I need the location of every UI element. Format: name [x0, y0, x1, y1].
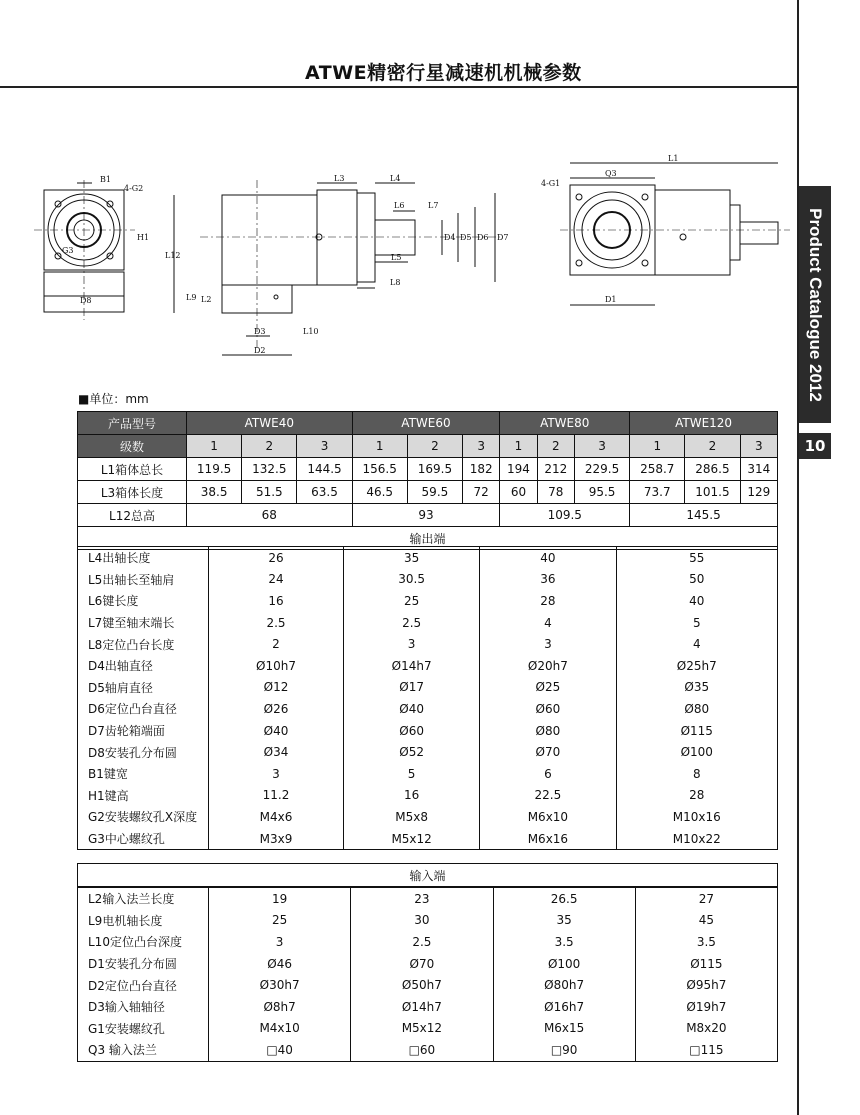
output-row — [78, 655, 778, 677]
dim-label: D3 — [254, 327, 266, 336]
param-name: L2输入法兰长度 — [78, 888, 209, 910]
page-title: ATWE精密行星减速机机械参数 — [305, 62, 582, 84]
dim-label: L10 — [303, 327, 319, 336]
param-value: Ø25 — [480, 677, 616, 699]
param-value: Ø40 — [209, 720, 344, 742]
param-value: Ø10h7 — [209, 655, 344, 677]
model-row — [78, 412, 778, 435]
l3-cell: 95.5 — [574, 481, 629, 504]
param-value: 26 — [209, 547, 344, 569]
param-value: □115 — [635, 1039, 777, 1061]
stage-row — [78, 435, 778, 458]
param-value: M4x6 — [209, 806, 344, 828]
l3-cell: 60 — [500, 481, 537, 504]
param-name: L5出轴长至轴肩 — [78, 569, 209, 591]
param-name: D1安装孔分布圆 — [78, 953, 209, 975]
input-row — [78, 996, 778, 1018]
param-name: D5轴肩直径 — [78, 677, 209, 699]
dim-label: L3 — [334, 174, 345, 183]
stage-label: 级数 — [78, 435, 187, 458]
dim-label: L1 — [668, 154, 679, 163]
output-row — [78, 720, 778, 742]
param-value: 55 — [616, 547, 777, 569]
dim-label: 4-G1 — [541, 179, 561, 188]
param-value: Ø60 — [480, 698, 616, 720]
param-name: L10定位凸台深度 — [78, 931, 209, 953]
dim-label: D8 — [80, 296, 92, 305]
output-row — [78, 698, 778, 720]
dim-label: D6 — [477, 233, 489, 242]
param-value: Ø52 — [343, 741, 479, 763]
stage-cell: 3 — [574, 435, 629, 458]
param-value: □90 — [493, 1039, 635, 1061]
dim-label: B1 — [100, 175, 111, 184]
param-value: Ø14h7 — [351, 996, 493, 1018]
output-row — [78, 677, 778, 699]
dim-label: H1 — [137, 233, 150, 242]
model-cell: ATWE60 — [352, 412, 500, 435]
param-value: 2 — [209, 633, 344, 655]
param-value: Ø70 — [351, 953, 493, 975]
dim-label: D1 — [605, 295, 617, 304]
param-value: 30.5 — [343, 569, 479, 591]
param-value: Ø70 — [480, 741, 616, 763]
param-value: Ø34 — [209, 741, 344, 763]
param-value: Ø100 — [616, 741, 777, 763]
param-name: G1安装螺纹孔 — [78, 1018, 209, 1040]
param-name: H1键高 — [78, 785, 209, 807]
param-value: M3x9 — [209, 828, 344, 850]
l1-cell: 258.7 — [630, 458, 685, 481]
output-row — [78, 612, 778, 634]
param-value: 2.5 — [351, 931, 493, 953]
l1-cell: 144.5 — [297, 458, 352, 481]
input-row — [78, 888, 778, 910]
param-value: Ø40 — [343, 698, 479, 720]
input-row — [78, 1018, 778, 1040]
dim-label: D4 — [444, 233, 456, 242]
l3-row — [78, 481, 778, 504]
l1-label: L1箱体总长 — [78, 458, 187, 481]
param-value: 36 — [480, 569, 616, 591]
param-name: B1键宽 — [78, 763, 209, 785]
output-row — [78, 590, 778, 612]
l1-cell: 169.5 — [407, 458, 462, 481]
dim-label: L7 — [428, 201, 439, 210]
param-value: M6x10 — [480, 806, 616, 828]
stage-cell: 2 — [407, 435, 462, 458]
l12-cell: 93 — [352, 504, 500, 527]
param-value: M6x16 — [480, 828, 616, 850]
param-value: 3 — [480, 633, 616, 655]
param-value: 40 — [616, 590, 777, 612]
param-value: 45 — [635, 910, 777, 932]
param-name: L8定位凸台长度 — [78, 633, 209, 655]
stage-cell: 1 — [352, 435, 407, 458]
param-value: 26.5 — [493, 888, 635, 910]
side-tab — [799, 186, 831, 423]
param-value: 30 — [351, 910, 493, 932]
param-value: Ø25h7 — [616, 655, 777, 677]
model-cell: ATWE80 — [500, 412, 630, 435]
stage-cell: 3 — [740, 435, 777, 458]
param-value: 22.5 — [480, 785, 616, 807]
param-name: L7键至轴末端长 — [78, 612, 209, 634]
l1-cell: 286.5 — [685, 458, 740, 481]
param-value: 5 — [343, 763, 479, 785]
param-value: 5 — [616, 612, 777, 634]
l1-cell: 314 — [740, 458, 777, 481]
param-value: 3.5 — [635, 931, 777, 953]
output-table — [77, 546, 778, 850]
param-value: Ø12 — [209, 677, 344, 699]
l1-cell: 229.5 — [574, 458, 629, 481]
dim-label: L2 — [201, 295, 212, 304]
param-value: Ø80h7 — [493, 974, 635, 996]
model-cell: ATWE40 — [187, 412, 353, 435]
param-value: 24 — [209, 569, 344, 591]
input-row — [78, 974, 778, 996]
param-value: 19 — [209, 888, 351, 910]
param-value: 4 — [616, 633, 777, 655]
param-value: □40 — [209, 1039, 351, 1061]
param-value: 27 — [635, 888, 777, 910]
l12-label: L12总高 — [78, 504, 187, 527]
l3-label: L3箱体长度 — [78, 481, 187, 504]
model-cell: ATWE120 — [630, 412, 778, 435]
param-value: 4 — [480, 612, 616, 634]
output-section-title: 输出端 — [78, 527, 778, 550]
param-value: Ø20h7 — [480, 655, 616, 677]
stage-cell: 3 — [297, 435, 352, 458]
param-value: 3 — [209, 931, 351, 953]
param-value: M10x22 — [616, 828, 777, 850]
output-row — [78, 763, 778, 785]
param-value: □60 — [351, 1039, 493, 1061]
unit-label: ■单位：mm — [78, 392, 149, 406]
param-name: D8安装孔分布圆 — [78, 741, 209, 763]
model-label: 产品型号 — [78, 412, 187, 435]
param-value: 8 — [616, 763, 777, 785]
stage-cell: 1 — [187, 435, 242, 458]
stage-cell: 2 — [537, 435, 574, 458]
param-value: Ø8h7 — [209, 996, 351, 1018]
param-value: 40 — [480, 547, 616, 569]
param-value: Ø115 — [635, 953, 777, 975]
l1-row — [78, 458, 778, 481]
stage-cell: 1 — [500, 435, 537, 458]
page-number: 10 — [799, 433, 831, 459]
l3-cell: 59.5 — [407, 481, 462, 504]
param-name: Q3 输入法兰 — [78, 1039, 209, 1061]
param-value: Ø14h7 — [343, 655, 479, 677]
param-value: Ø35 — [616, 677, 777, 699]
input-row — [78, 910, 778, 932]
output-row — [78, 828, 778, 850]
param-value: Ø19h7 — [635, 996, 777, 1018]
param-name: D7齿轮箱端面 — [78, 720, 209, 742]
l3-cell: 73.7 — [630, 481, 685, 504]
input-section-title: 输入端 — [78, 864, 778, 887]
l1-cell: 182 — [463, 458, 500, 481]
param-name: D4出轴直径 — [78, 655, 209, 677]
param-value: M4x10 — [209, 1018, 351, 1040]
param-value: 6 — [480, 763, 616, 785]
param-value: 16 — [209, 590, 344, 612]
output-row — [78, 785, 778, 807]
spec-table-header — [77, 411, 778, 550]
stage-cell: 3 — [463, 435, 500, 458]
param-value: Ø80 — [480, 720, 616, 742]
dim-label: 4-G2 — [124, 184, 144, 193]
param-value: 25 — [343, 590, 479, 612]
output-row — [78, 569, 778, 591]
output-row — [78, 633, 778, 655]
l12-cell: 68 — [187, 504, 353, 527]
param-name: L6键长度 — [78, 590, 209, 612]
stage-cell: 1 — [630, 435, 685, 458]
param-value: 35 — [343, 547, 479, 569]
param-value: 2.5 — [343, 612, 479, 634]
param-value: M5x12 — [343, 828, 479, 850]
l3-cell: 63.5 — [297, 481, 352, 504]
l3-cell: 51.5 — [242, 481, 297, 504]
param-value: Ø16h7 — [493, 996, 635, 1018]
param-value: M5x12 — [351, 1018, 493, 1040]
input-row — [78, 953, 778, 975]
output-row — [78, 806, 778, 828]
dim-label: L8 — [390, 278, 401, 287]
input-row — [78, 1039, 778, 1061]
l12-row — [78, 504, 778, 527]
dim-label: L6 — [394, 201, 405, 210]
technical-drawing — [0, 0, 800, 380]
input-section-table — [77, 863, 778, 887]
param-name: D3输入轴轴径 — [78, 996, 209, 1018]
param-value: 16 — [343, 785, 479, 807]
param-value: 3 — [343, 633, 479, 655]
l1-cell: 194 — [500, 458, 537, 481]
l3-cell: 72 — [463, 481, 500, 504]
param-value: 35 — [493, 910, 635, 932]
stage-cell: 2 — [685, 435, 740, 458]
l3-cell: 129 — [740, 481, 777, 504]
param-value: Ø80 — [616, 698, 777, 720]
param-name: G2安装螺纹孔X深度 — [78, 806, 209, 828]
side-tab-text: Product Catalogue 2012 — [806, 207, 825, 402]
l1-cell: 119.5 — [187, 458, 242, 481]
param-value: M6x15 — [493, 1018, 635, 1040]
input-face-view — [560, 163, 790, 305]
l3-cell: 46.5 — [352, 481, 407, 504]
param-value: Ø17 — [343, 677, 479, 699]
l12-cell: 145.5 — [630, 504, 778, 527]
param-value: 2.5 — [209, 612, 344, 634]
side-view — [174, 180, 500, 355]
param-value: Ø30h7 — [209, 974, 351, 996]
param-name: L4出轴长度 — [78, 547, 209, 569]
param-value: Ø100 — [493, 953, 635, 975]
param-value: Ø95h7 — [635, 974, 777, 996]
dim-label: D2 — [254, 346, 266, 355]
param-value: 28 — [480, 590, 616, 612]
param-value: 25 — [209, 910, 351, 932]
dim-label: D5 — [460, 233, 472, 242]
l1-cell: 156.5 — [352, 458, 407, 481]
param-value: Ø50h7 — [351, 974, 493, 996]
param-value: M5x8 — [343, 806, 479, 828]
param-value: M10x16 — [616, 806, 777, 828]
dim-label: Q3 — [605, 169, 617, 178]
param-value: 3 — [209, 763, 344, 785]
dim-label: L12 — [165, 251, 181, 260]
input-row — [78, 931, 778, 953]
input-section-row — [78, 864, 778, 887]
l12-cell: 109.5 — [500, 504, 630, 527]
dim-label: L5 — [391, 253, 402, 262]
dim-label: G3 — [62, 246, 74, 255]
l1-cell: 212 — [537, 458, 574, 481]
l3-cell: 78 — [537, 481, 574, 504]
l1-cell: 132.5 — [242, 458, 297, 481]
param-value: 11.2 — [209, 785, 344, 807]
param-name: D2定位凸台直径 — [78, 974, 209, 996]
stage-cell: 2 — [242, 435, 297, 458]
param-value: 3.5 — [493, 931, 635, 953]
dim-label: L9 — [186, 293, 197, 302]
param-value: M8x20 — [635, 1018, 777, 1040]
param-value: Ø46 — [209, 953, 351, 975]
param-value: Ø60 — [343, 720, 479, 742]
l3-cell: 38.5 — [187, 481, 242, 504]
dim-label: L4 — [390, 174, 401, 183]
param-value: Ø115 — [616, 720, 777, 742]
param-value: Ø26 — [209, 698, 344, 720]
param-value: 23 — [351, 888, 493, 910]
param-value: 50 — [616, 569, 777, 591]
l3-cell: 101.5 — [685, 481, 740, 504]
param-value: 28 — [616, 785, 777, 807]
param-name: L9电机轴长度 — [78, 910, 209, 932]
input-table — [77, 887, 778, 1062]
output-row — [78, 741, 778, 763]
output-row — [78, 547, 778, 569]
param-name: G3中心螺纹孔 — [78, 828, 209, 850]
dim-label: D7 — [497, 233, 509, 242]
param-name: D6定位凸台直径 — [78, 698, 209, 720]
